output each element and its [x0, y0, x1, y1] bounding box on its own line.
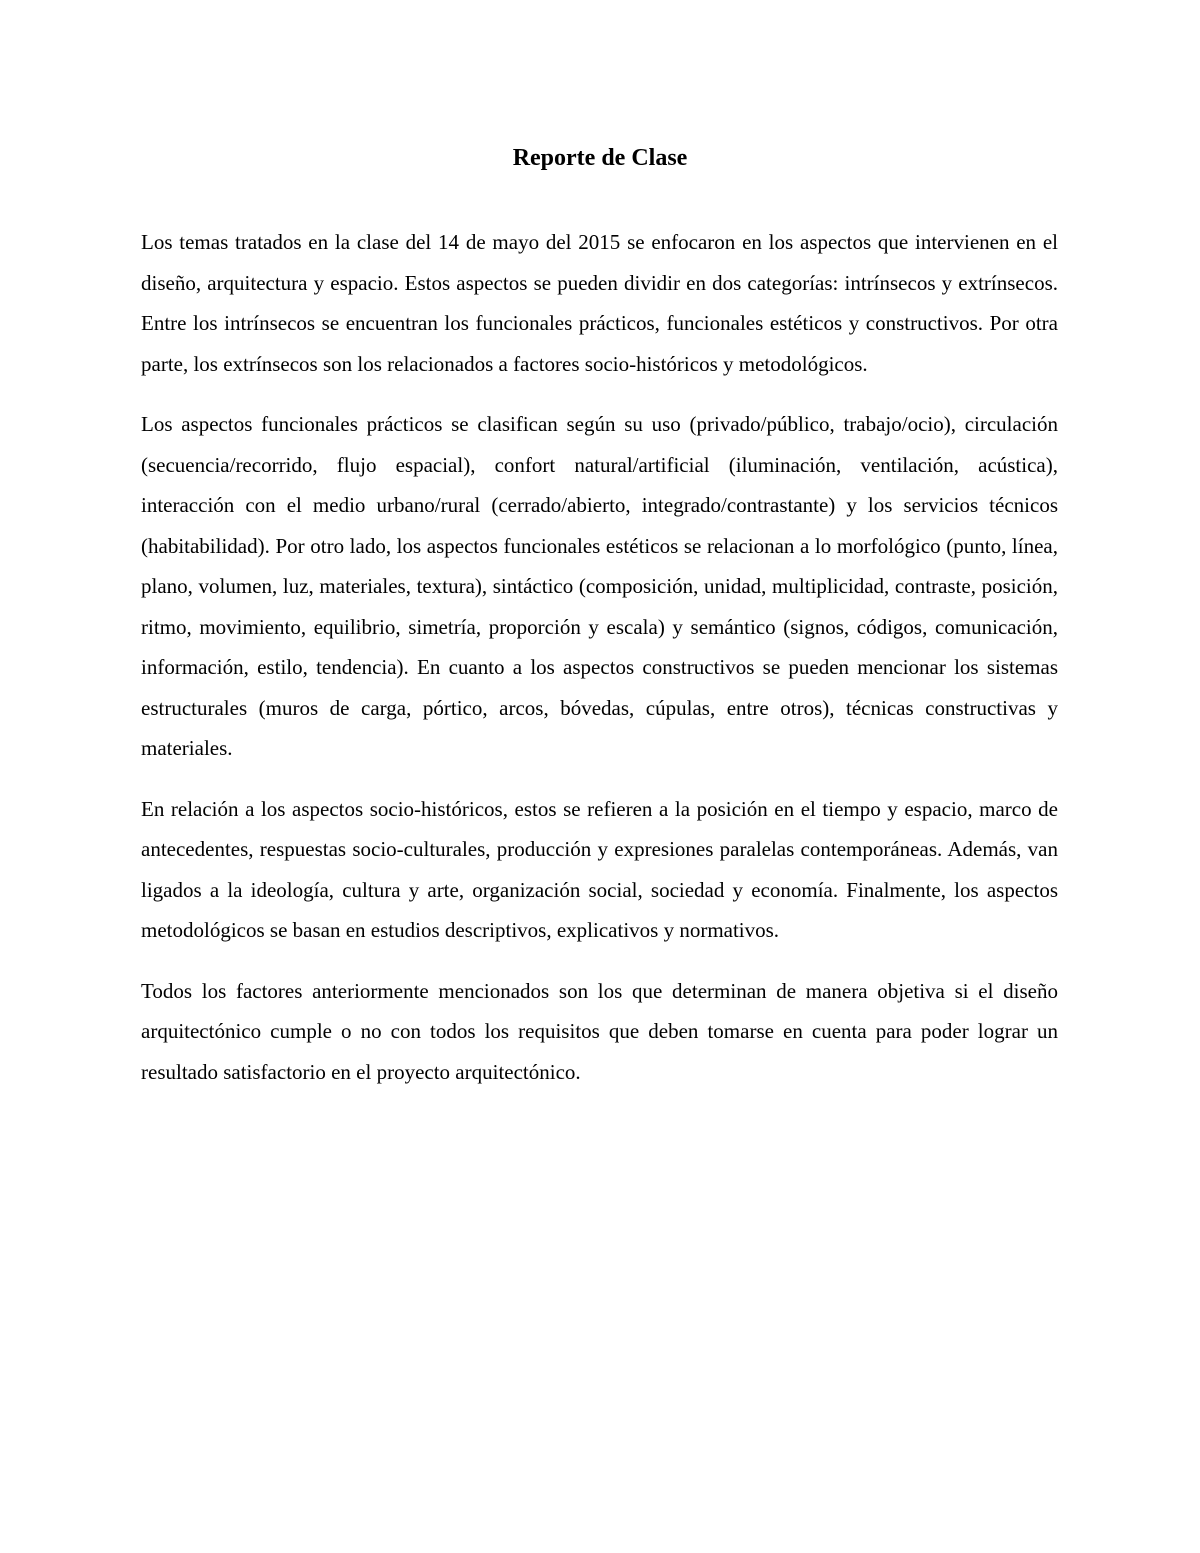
paragraph-4: Todos los factores anteriormente mencionados son los que determinan de manera objetiva si el diseño arquitectónico cumple o no con todos los requisitos que deben tomarse en cuenta para poder lograr un resultado satisfactorio en el proyecto arquitectónico. — [141, 978, 1058, 1084]
paragraph-2: Los aspectos funcionales prácticos se clasifican según su uso (privado/público, trabajo/ocio), circulación (secuencia/recorrido, flujo espacial), confort natural/artificial (iluminación, ventilación, acústica), interacción con el medio urbano/rural (cerrado/abierto, integrado/contrastante) y los servicios técnicos (habitabilidad). Por otro lado, los aspectos funcionales estéticos se relacionan a lo morfológico (punto, línea, plano, volumen, luz, materiales, textura), sintáctico (composición, unidad, multiplicidad, contraste, posición, ritmo, movimiento, equilibrio, simetría, proporción y escala) y semántico (signos, códigos, comunicación, información, estilo, tendencia). En cuanto a los aspectos constructivos se pueden mencionar los sistemas estructurales (muros de carga, pórtico, arcos, bóvedas, cúpulas, entre otros), técnicas constructivas y materiales. — [141, 412, 1058, 760]
document-body — [141, 222, 1058, 1112]
paragraph-1: Los temas tratados en la clase del 14 de mayo del 2015 se enfocaron en los aspectos que intervienen en el diseño, arquitectura y espacio. Estos aspectos se pueden dividir en dos categorías: intrínsecos y extrínsecos. Entre los intrínsecos se encuentran los funcionales prácticos, funcionales estéticos y constructivos. Por otra parte, los extrínsecos son los relacionados a factores socio-históricos y metodológicos. — [141, 230, 1058, 376]
document-title: Reporte de Clase — [512, 145, 688, 171]
paragraph-3: En relación a los aspectos socio-históricos, estos se refieren a la posición en el tiempo y espacio, marco de antecedentes, respuestas socio-culturales, producción y expresiones paralelas contemporáneas. Además, van ligados a la ideología, cultura y arte, organización social, sociedad y economía. Finalmente, los aspectos metodológicos se basan en estudios descriptivos, explicativos y normativos. — [141, 796, 1058, 942]
